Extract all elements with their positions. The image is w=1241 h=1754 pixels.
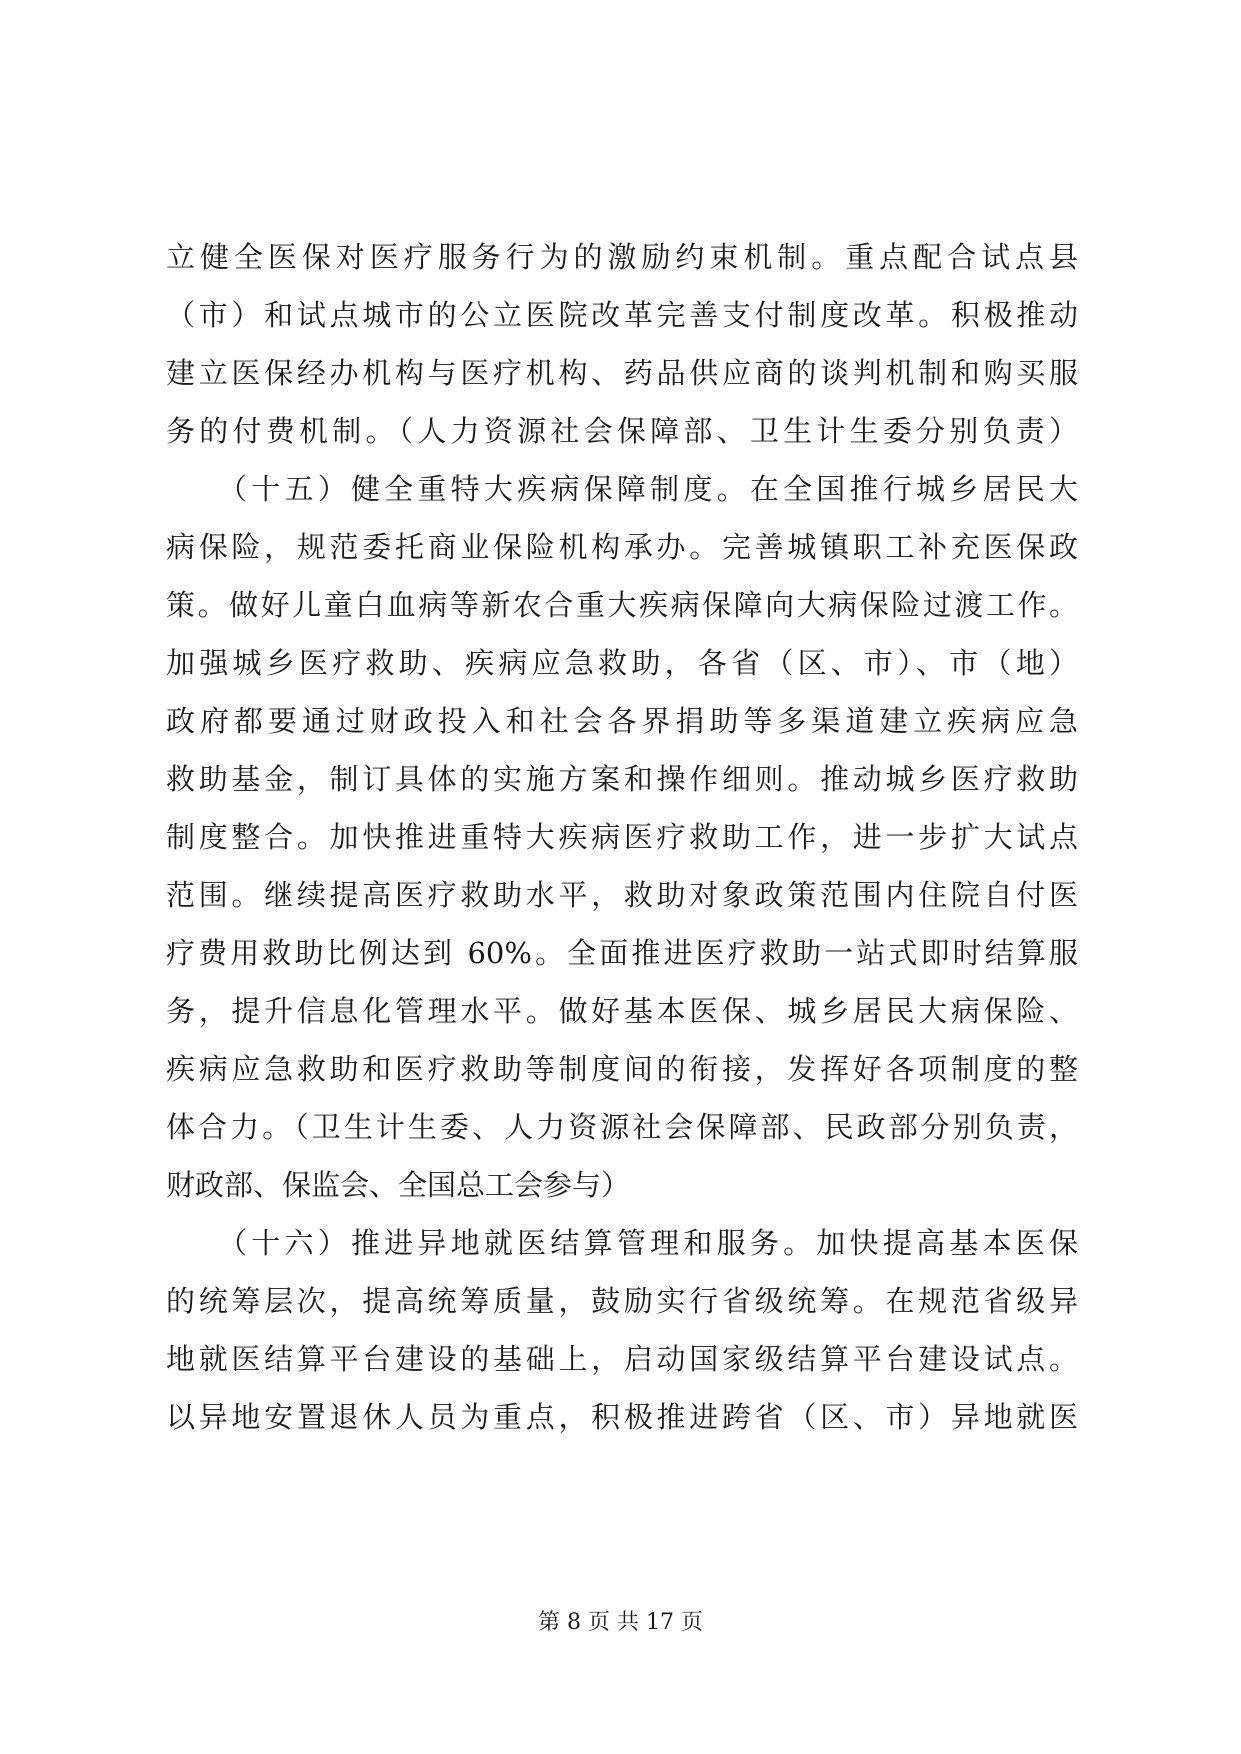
text-line: 策。做好儿童白血病等新农合重大疾病保障向大病保险过渡工作。 — [166, 588, 1078, 622]
text-line: 的统筹层次，提高统筹质量，鼓励实行省级统筹。在规范省级异 — [166, 1284, 1078, 1318]
text-line: 疗费用救助比例达到 60%。全面推进医疗救助一站式即时结算服 — [166, 936, 1078, 970]
text-line: （十六）推进异地就医结算管理和服务。加快提高基本医保 — [166, 1226, 1078, 1260]
text-line: 疾病应急救助和医疗救助等制度间的衔接，发挥好各项制度的整 — [166, 1052, 1078, 1086]
text-line: 救助基金，制订具体的实施方案和操作细则。推动城乡医疗救助 — [166, 762, 1078, 796]
page-number-footer: 第 8 页 共 17 页 — [538, 1610, 703, 1635]
text-line: 建立医保经办机构与医疗机构、药品供应商的谈判机制和购买服 — [166, 356, 1078, 390]
text-line: 政府都要通过财政投入和社会各界捐助等多渠道建立疾病应急 — [166, 704, 1078, 738]
text-line: 制度整合。加快推进重特大疾病医疗救助工作，进一步扩大试点 — [166, 820, 1078, 854]
text-line: 体合力。（卫生计生委、人力资源社会保障部、民政部分别负责， — [166, 1110, 1078, 1144]
text-line: 财政部、保监会、全国总工会参与） — [166, 1168, 631, 1202]
text-line: 加强城乡医疗救助、疾病应急救助，各省（区、市）、市（地） — [166, 646, 1078, 680]
text-line: 以异地安置退休人员为重点，积极推进跨省（区、市）异地就医 — [166, 1400, 1078, 1434]
text-line: （十五）健全重特大疾病保障制度。在全国推行城乡居民大 — [166, 472, 1078, 506]
text-line: 务，提升信息化管理水平。做好基本医保、城乡居民大病保险、 — [166, 994, 1078, 1028]
text-line: 病保险，规范委托商业保险机构承办。完善城镇职工补充医保政 — [166, 530, 1078, 564]
text-line: 地就医结算平台建设的基础上，启动国家级结算平台建设试点。 — [166, 1342, 1078, 1376]
document-body — [166, 228, 1078, 1446]
text-line: （市）和试点城市的公立医院改革完善支付制度改革。积极推动 — [166, 298, 1078, 332]
text-line: 务的付费机制。（人力资源社会保障部、卫生计生委分别负责） — [166, 414, 1078, 448]
text-line: 立健全医保对医疗服务行为的激励约束机制。重点配合试点县 — [166, 240, 1078, 274]
text-line: 范围。继续提高医疗救助水平，救助对象政策范围内住院自付医 — [166, 878, 1078, 912]
